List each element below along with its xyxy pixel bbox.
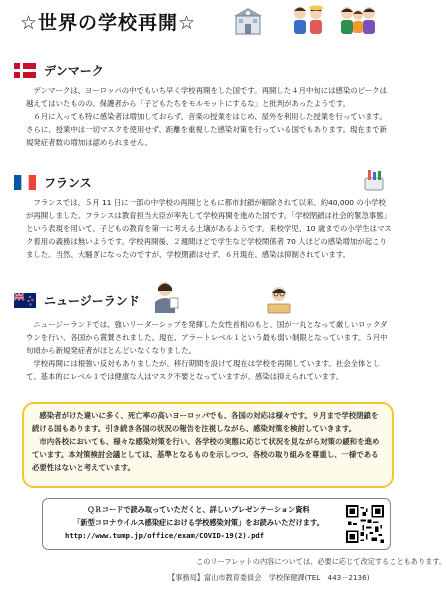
country-name: デンマーク: [44, 64, 104, 78]
children-icon: [288, 4, 328, 38]
section-text-denmark: [26, 84, 392, 149]
qr-info-box: [42, 498, 391, 550]
teacher-icon: [150, 280, 180, 314]
paragraph: ６月に入っても特に感染者は増加しておらず、音楽の授業をはじめ、屋外を利用した授業を行っています。さらに、授業中は一切マスクを使用せず、距離を重視した感染対策を行っている国でもあります。現在まで新規発症者数の増加は認められません。: [26, 112, 387, 147]
section-text-france: [26, 196, 392, 261]
pencils-icon: [362, 168, 386, 192]
country-name: フランス: [44, 176, 92, 190]
summary-paragraph: 市内各校においても、様々な感染対策を行い、各学校の実態に応じて状況を見ながら対策の緩和を進めています。本対策検討会議としては、基準となるものを示しつつ、各校の取り組みを尊重し、一様である必要性はないと考えています。: [32, 437, 380, 472]
qr-caption: ＱＲコードで読み取っていただくと、詳しいプレゼンテーション資料: [87, 505, 310, 514]
page-title: ☆世界の学校再開☆: [20, 12, 197, 34]
country-heading-denmark: [14, 62, 104, 79]
school-building-icon: [232, 6, 264, 36]
country-name: ニュージーランド: [44, 294, 140, 308]
paragraph: フランスでは、５月 11 日に一部の中学校の再開とともに都市封鎖が解除されて以来、約40,000 の小学校が再開しました。フランスは教育担当大臣が率先して学校再開を進めた国です。「学校閉鎖は社会的緊急事態」という表現を用いて、子どもの教育を第一に考える土壌があるようです。来校学児、10 歳までの小学生はマスク着用の義務は無いようです。学校再開後、２週間ほどで学生など学校関係者 70 人ほどの感染増加が起こりました。当然、大騒ぎになったのですが、学校閉鎖はせず、６月現在、感染は抑制されています。: [26, 198, 392, 259]
france-flag-icon: [14, 175, 36, 190]
new-zealand-flag-icon: [14, 293, 36, 308]
qr-code-icon[interactable]: [346, 504, 384, 544]
summary-box: [22, 402, 394, 488]
qr-info-text: [51, 503, 346, 543]
revision-note: このリーフレットの内容については、必要に応じて改定することもあります。: [196, 557, 446, 566]
paragraph: ニュージーランドでは、強いリーダーシップを発揮した女性首相のもと、国が一丸となって厳しいロックダウンを行い、各国から賞賛されました。現在、アラートレベル１という最も弱い制限となっています。５月中旬頃から新規発症者がほとんどいなくなりました。: [26, 320, 388, 355]
section-text-new-zealand: [26, 318, 392, 383]
student-icon: [264, 284, 294, 314]
children-icon: [336, 4, 380, 38]
qr-document-title: 「新型コロナウイルス感染症における学校感染対策」をお読みいただけます。: [73, 518, 324, 527]
country-heading-france: [14, 174, 92, 191]
contact-info: 【事務局】富山市教育委員会 学校保健課(TEL 443－2136): [168, 573, 370, 582]
summary-paragraph: 感染者がけた違いに多く、死亡率の高いヨーロッパでも、各国の対応は様々です。９月まで学校閉鎖を続ける国もあります。引き続き各国の状況の報告を注視しながら、感染対策を検討していきます。: [32, 411, 379, 433]
country-heading-new-zealand: [14, 292, 140, 309]
denmark-flag-icon: [14, 63, 36, 78]
paragraph: 学校再開には根強い反対もありましたが、移行期間を設けて現在は学校を再開しています。社会全体として、基本的にレベル１では健康な人はマスク不要となっていますが、感染は抑えられています。: [26, 359, 381, 381]
paragraph: デンマークは、ヨーロッパの中でもいち早く学校再開をした国です。再開した４月中旬には感染のピークは越えてはいたものの、保護者から「子どもたちをモルモットにするな」と批判があったようです。: [26, 86, 387, 108]
document-link[interactable]: http://www.tump.jp/office/exam/COVID-19(2).pdf: [65, 531, 265, 540]
